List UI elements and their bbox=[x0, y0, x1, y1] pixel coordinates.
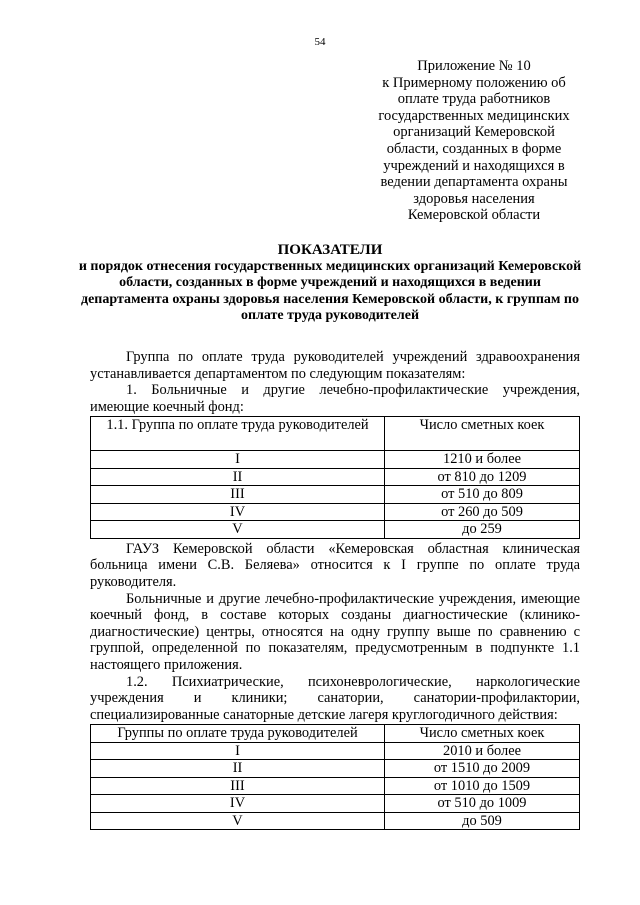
appendix-note bbox=[368, 58, 580, 224]
table-header-beds: Число сметных коек bbox=[385, 725, 580, 743]
table-cell-beds: 2010 и более bbox=[385, 742, 580, 760]
appendix-line: организаций Кемеровской bbox=[393, 124, 555, 141]
table-header-row bbox=[91, 725, 580, 743]
appendix-line: учреждений и находящихся в bbox=[383, 157, 565, 174]
table-cell-beds: до 259 bbox=[385, 521, 580, 539]
table-cell-beds: от 1010 до 1509 bbox=[385, 777, 580, 795]
table-cell-beds: от 510 до 1009 bbox=[385, 795, 580, 813]
table-cell-group: V bbox=[91, 521, 385, 539]
table-cell-group: I bbox=[91, 451, 385, 469]
document-body bbox=[90, 349, 580, 832]
table-header-group: Группы по оплате труда руководителей bbox=[91, 725, 385, 743]
document-title: ПОКАЗАТЕЛИ bbox=[277, 242, 383, 258]
table-cell-beds: от 510 до 809 bbox=[385, 486, 580, 504]
appendix-line: области, созданных в форме bbox=[386, 140, 562, 157]
gauz-note-paragraph: ГАУЗ Кемеровской области «Кемеровская областная клиническая больница имени С.В. Беляева» относится к I группе по оплате труда руководителя. bbox=[90, 540, 580, 591]
page-number: 54 bbox=[314, 36, 326, 48]
table-row bbox=[91, 451, 580, 469]
section-1-paragraph: 1. Больничные и другие лечебно-профилактические учреждения, имеющие коечный фонд: bbox=[90, 382, 580, 415]
table-cell-group: IV bbox=[91, 503, 385, 521]
appendix-line: Кемеровской области bbox=[407, 207, 541, 224]
table-row bbox=[91, 742, 580, 760]
table-header-beds: Число сметных коек bbox=[385, 417, 580, 451]
table-row bbox=[91, 777, 580, 795]
table-cell-group: III bbox=[91, 486, 385, 504]
diagnostic-note-paragraph: Больничные и другие лечебно-профилактические учреждения, имеющие коечный фонд, в составе которых созданы диагностические (клинико-диагностические) центры, относятся на одну группу выше по сравнению с группой, определенной по показателям, предусмотренным в подпункте 1.1 настоящего приложения. bbox=[90, 590, 580, 674]
table-cell-group: IV bbox=[91, 795, 385, 813]
appendix-line: здоровья населения bbox=[413, 190, 535, 207]
table-cell-group: V bbox=[91, 812, 385, 830]
section-1-2-paragraph: 1.2. Психиатрические, психоневрологические, наркологические учреждения и клиники; санатории, санатории-профилактории, специализированные санаторные детские лагеря круглогодичного действия: bbox=[90, 673, 580, 723]
document-heading bbox=[70, 241, 590, 325]
appendix-line: к Примерному положению об bbox=[382, 74, 566, 91]
table-header-group: 1.1. Группа по оплате труда руководителей bbox=[91, 417, 385, 451]
table-row bbox=[91, 503, 580, 521]
document-subtitle: и порядок отнесения государственных медицинских организаций Кемеровской области, созданных в форме учреждений и находящихся в ведении департамента охраны здоровья населения Кемеровской области, к группам по оплате труда руководителей bbox=[78, 259, 582, 324]
table-row bbox=[91, 521, 580, 539]
table-cell-group: II bbox=[91, 760, 385, 778]
table-1-1 bbox=[90, 416, 580, 539]
table-cell-beds: до 509 bbox=[385, 812, 580, 830]
table-row bbox=[91, 795, 580, 813]
table-cell-beds: от 260 до 509 bbox=[385, 503, 580, 521]
table-cell-group: II bbox=[91, 468, 385, 486]
table-1-2 bbox=[90, 724, 580, 830]
appendix-line: Приложение № 10 bbox=[417, 58, 531, 74]
table-header-row bbox=[91, 417, 580, 451]
table-cell-beds: от 1510 до 2009 bbox=[385, 760, 580, 778]
table-cell-group: I bbox=[91, 742, 385, 760]
table-row bbox=[91, 760, 580, 778]
table-row bbox=[91, 812, 580, 830]
table-cell-group: III bbox=[91, 777, 385, 795]
appendix-line: государственных медицинских bbox=[378, 107, 570, 124]
table-row bbox=[91, 486, 580, 504]
table-row bbox=[91, 468, 580, 486]
table-cell-beds: от 810 до 1209 bbox=[385, 468, 580, 486]
table-cell-beds: 1210 и более bbox=[385, 451, 580, 469]
appendix-line: оплате труда работников bbox=[397, 91, 551, 108]
appendix-line: ведении департамента охраны bbox=[380, 174, 568, 191]
intro-paragraph: Группа по оплате труда руководителей учреждений здравоохранения устанавливается департаментом по следующим показателям: bbox=[90, 349, 580, 382]
